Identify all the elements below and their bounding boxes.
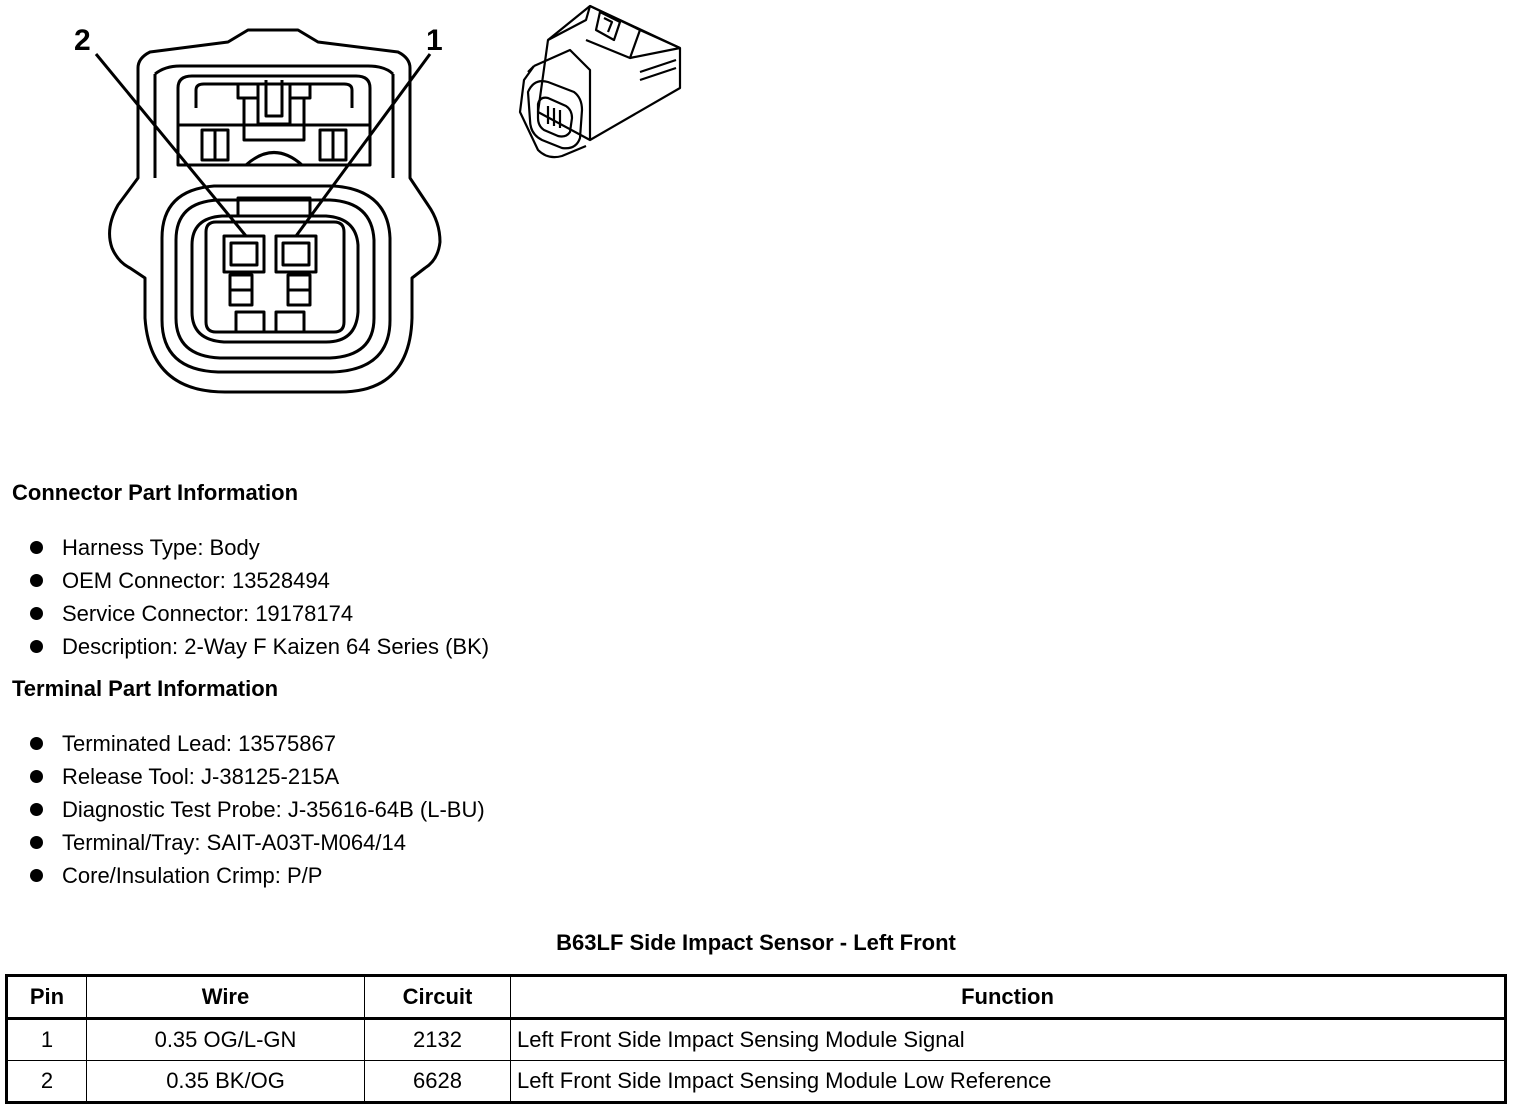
table-header-row bbox=[7, 976, 1506, 1019]
bullet-icon bbox=[30, 836, 43, 849]
list-item: Release Tool: J-38125-215A bbox=[28, 760, 485, 793]
socket-outer-ring bbox=[162, 186, 390, 372]
cell-pin: 2 bbox=[7, 1061, 87, 1103]
bullet-icon bbox=[30, 574, 43, 587]
connector-diagram bbox=[0, 0, 720, 420]
list-item: Diagnostic Test Probe: J-35616-64B (L-BU) bbox=[28, 793, 485, 826]
pin-1-label: 1 bbox=[426, 24, 443, 57]
list-item: Terminal/Tray: SAIT-A03T-M064/14 bbox=[28, 826, 485, 859]
column-header-circuit: Circuit bbox=[365, 976, 511, 1019]
cell-circuit: 6628 bbox=[365, 1061, 511, 1103]
list-item: Description: 2-Way F Kaizen 64 Series (BK) bbox=[28, 630, 489, 663]
bullet-icon bbox=[30, 770, 43, 783]
list-item: Core/Insulation Crimp: P/P bbox=[28, 859, 485, 892]
pin-2-label: 2 bbox=[74, 24, 91, 57]
connector-isometric-view bbox=[520, 6, 680, 157]
bullet-icon bbox=[30, 803, 43, 816]
bullet-icon bbox=[30, 541, 43, 554]
connector-part-heading: Connector Part Information bbox=[12, 480, 299, 505]
bullet-icon bbox=[30, 737, 43, 750]
bullet-icon bbox=[30, 607, 43, 620]
list-item: Harness Type: Body bbox=[28, 531, 489, 564]
bullet-icon bbox=[30, 869, 43, 882]
cell-circuit: 2132 bbox=[365, 1019, 511, 1061]
column-header-pin: Pin bbox=[7, 976, 87, 1019]
pin-table bbox=[5, 974, 1507, 1104]
list-item: OEM Connector: 13528494 bbox=[28, 564, 489, 597]
connector-part-list bbox=[28, 531, 489, 663]
table-row bbox=[7, 1019, 1506, 1061]
cell-function: Left Front Side Impact Sensing Module Low Reference bbox=[511, 1061, 1506, 1103]
column-header-function: Function bbox=[511, 976, 1506, 1019]
cell-wire: 0.35 BK/OG bbox=[87, 1061, 365, 1103]
table-row bbox=[7, 1061, 1506, 1103]
cell-function: Left Front Side Impact Sensing Module Signal bbox=[511, 1019, 1506, 1061]
list-item: Terminated Lead: 13575867 bbox=[28, 727, 485, 760]
column-header-wire: Wire bbox=[87, 976, 365, 1019]
terminal-part-list bbox=[28, 727, 485, 892]
cell-pin: 1 bbox=[7, 1019, 87, 1061]
list-item: Service Connector: 19178174 bbox=[28, 597, 489, 630]
cell-wire: 0.35 OG/L-GN bbox=[87, 1019, 365, 1061]
bullet-icon bbox=[30, 640, 43, 653]
pin-2-leader bbox=[96, 54, 246, 236]
pin-table-title: B63LF Side Impact Sensor - Left Front bbox=[556, 930, 956, 955]
terminal-part-heading: Terminal Part Information bbox=[12, 676, 279, 701]
